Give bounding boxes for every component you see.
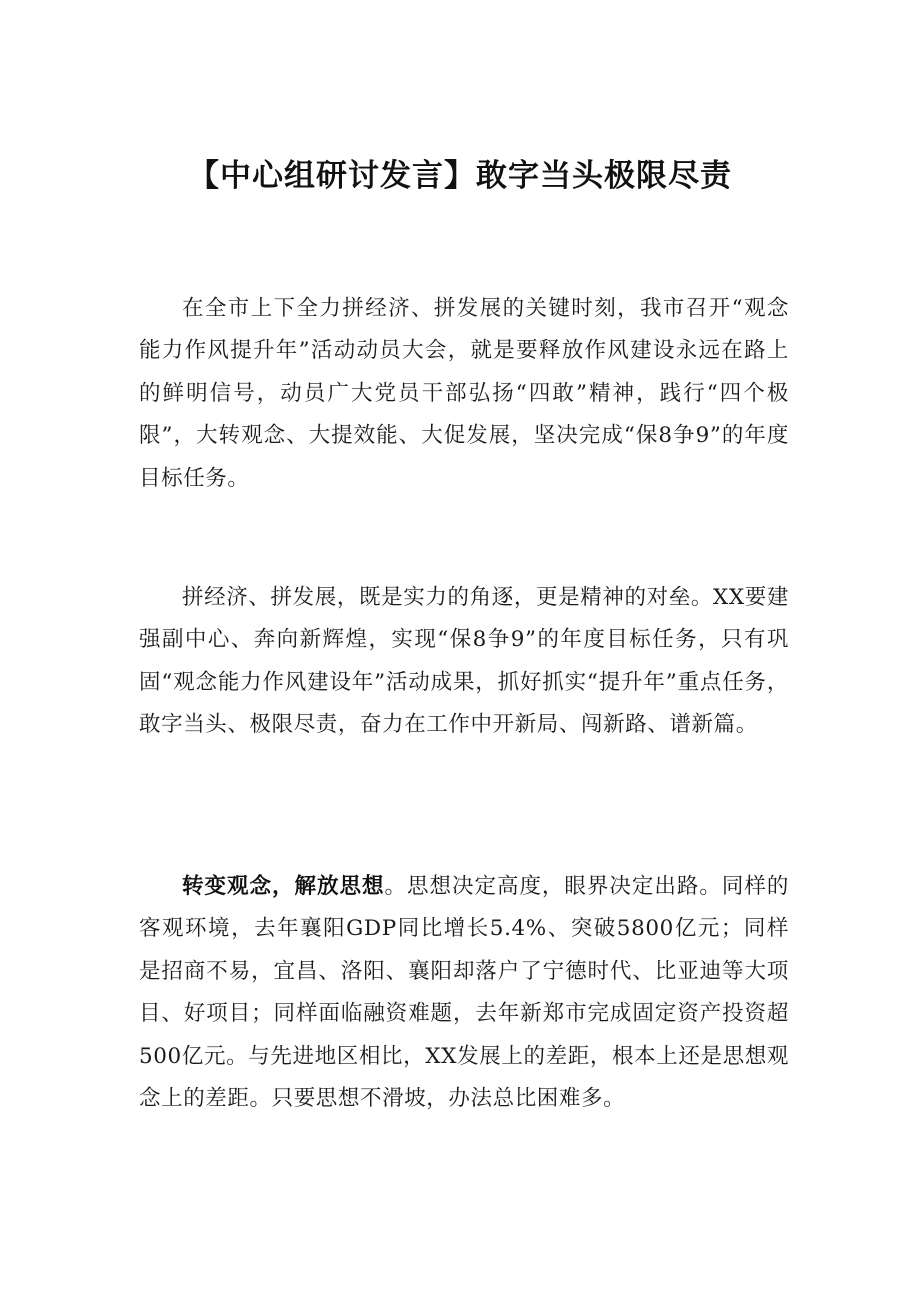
paragraph-3 (139, 866, 789, 1120)
paragraph-1: 在全市上下全力拼经济、拼发展的关键时刻，我市召开“观念能力作风提升年”活动动员大会，就是要释放作风建设永远在路上的鲜明信号，动员广大党员干部弘扬“四敢”精神，践行“四个极限”，大转观念、大提效能、大促发展，坚决完成“保8争9”的年度目标任务。 (139, 296, 789, 491)
paragraph-3-lead-heading: 转变观念，解放思想 (182, 874, 385, 899)
document-title: 【中心组研讨发言】敢字当头极限尽责 (188, 158, 732, 194)
paragraph-3-body: 。思想决定高度，眼界决定出路。同样的客观环境，去年襄阳GDP同比增长5.4%、突破5800亿元；同样是招商不易，宜昌、洛阳、襄阳却落户了宁德时代、比亚迪等大项目、好项目；同样面临融资难题，去年新郑市完成固定资产投资超500亿元。与先进地区相比，XX发展上的差距，根本上还是思想观念上的差距。只要思想不滑坡，办法总比困难多。 (139, 874, 789, 1112)
paragraph-2: 拼经济、拼发展，既是实力的角逐，更是精神的对垒。XX要建强副中心、奔向新辉煌，实现“保8争9”的年度目标任务，只有巩固“观念能力作风建设年”活动成果，抓好抓实“提升年”重点任务，敢字当头、极限尽责，奋力在工作中开新局、闯新路、谱新篇。 (139, 585, 789, 738)
